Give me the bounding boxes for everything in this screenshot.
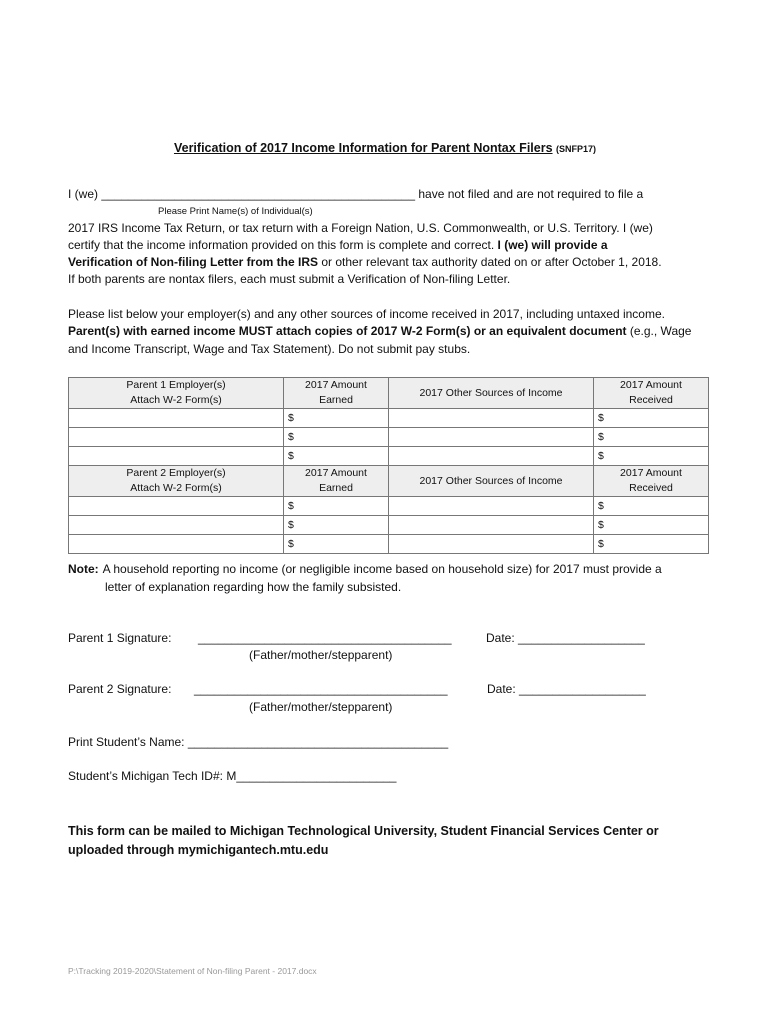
table-row (69, 516, 709, 535)
header-text: Earned (319, 394, 353, 406)
other-sources-header: 2017 Other Sources of Income (389, 378, 594, 409)
instructions-line-2-bold: Parent(s) with earned income MUST attach copies of 2017 W-2 Form(s) or an equivalent document (68, 324, 627, 338)
parent-1-employer-header (69, 378, 284, 409)
amount-earned-header (284, 378, 389, 409)
parent-1-caption: (Father/mother/stepparent) (249, 648, 393, 662)
name-caption: Please Print Name(s) of Individual(s) (158, 206, 313, 217)
header-text: 2017 Amount (620, 467, 682, 479)
parent-2-date-line[interactable]: ___________________ (519, 682, 646, 696)
header-text: Earned (319, 482, 353, 494)
date-label: Date: (486, 631, 519, 645)
intro-line-3-bold: I (we) will provide a (497, 238, 608, 252)
amount-received-cell[interactable]: $ (594, 447, 709, 466)
intro-line-3-normal: certify that the income information provided on this form is complete and correct. (68, 238, 498, 252)
table-row (69, 428, 709, 447)
other-source-cell[interactable] (389, 428, 594, 447)
header-text: Parent 2 Employer(s) (126, 467, 226, 479)
amount-received-cell[interactable]: $ (594, 428, 709, 447)
header-text: Attach W-2 Form(s) (130, 394, 222, 406)
parent-2-header-row (69, 466, 709, 497)
header-text: 2017 Amount (305, 379, 367, 391)
instructions-line-2 (68, 323, 691, 341)
intro-line-1 (68, 186, 643, 204)
amount-received-cell[interactable]: $ (594, 535, 709, 554)
income-table (68, 377, 709, 554)
amount-earned-cell[interactable]: $ (284, 516, 389, 535)
amount-received-header (594, 466, 709, 497)
header-text: Received (629, 394, 673, 406)
instructions-line-3: and Income Transcript, Wage and Tax Statement). Do not submit pay stubs. (68, 342, 471, 356)
table-row (69, 535, 709, 554)
form-title-main: Verification of 2017 Income Information for Parent Nontax Filers (173, 141, 553, 155)
amount-earned-cell[interactable]: $ (284, 535, 389, 554)
amount-received-header (594, 378, 709, 409)
header-text: 2017 Amount (620, 379, 682, 391)
table-row (69, 447, 709, 466)
header-text: Parent 1 Employer(s) (126, 379, 226, 391)
parent-2-signature-label: Parent 2 Signature: (68, 682, 172, 696)
table-row (69, 409, 709, 428)
student-id-row (68, 769, 396, 783)
parent-1-signature-line[interactable]: ______________________________________ (198, 631, 452, 645)
mailing-line-1: This form can be mailed to Michigan Technological University, Student Financial Services Center or (68, 824, 659, 838)
intro-line-4-bold: Verification of Non-filing Letter from the IRS (68, 255, 319, 269)
intro-line-3 (68, 237, 608, 255)
other-source-cell[interactable] (389, 516, 594, 535)
intro-suffix: have not filed and are not required to file a (415, 187, 644, 201)
name-blank[interactable]: _______________________________________________ (101, 187, 416, 201)
student-id-line[interactable]: ________________________ (236, 769, 397, 783)
mailing-line-2: uploaded through mymichigantech.mtu.edu (68, 843, 329, 857)
other-source-cell[interactable] (389, 535, 594, 554)
header-text: Attach W-2 Form(s) (130, 482, 222, 494)
amount-earned-cell[interactable]: $ (284, 447, 389, 466)
employer-cell[interactable] (69, 535, 284, 554)
amount-earned-cell[interactable]: $ (284, 497, 389, 516)
employer-cell[interactable] (69, 516, 284, 535)
amount-received-cell[interactable]: $ (594, 497, 709, 516)
intro-line-2: 2017 IRS Income Tax Return, or tax return with a Foreign Nation, U.S. Commonwealth, or U.S. Territory. I (we) (68, 221, 653, 235)
file-path: P:\Tracking 2019-2020\Statement of Non-filing Parent - 2017.docx (68, 966, 317, 976)
student-name-label: Print Student’s Name: (68, 735, 188, 749)
amount-received-cell[interactable]: $ (594, 409, 709, 428)
intro-prefix: I (we) (68, 187, 102, 201)
note (68, 561, 718, 596)
intro-line-4 (68, 254, 662, 272)
instructions-line-1: Please list below your employer(s) and any other sources of income received in 2017, including untaxed income. (68, 307, 665, 321)
intro-line-5: If both parents are nontax filers, each must submit a Verification of Non-filing Letter. (68, 272, 511, 286)
parent-1-date (486, 631, 645, 645)
employer-cell[interactable] (69, 497, 284, 516)
other-source-cell[interactable] (389, 409, 594, 428)
parent-2-signature-line[interactable]: ______________________________________ (194, 682, 448, 696)
note-line-2: letter of explanation regarding how the family subsisted. (105, 579, 402, 594)
header-text: Received (629, 482, 673, 494)
parent-2-caption: (Father/mother/stepparent) (249, 700, 393, 714)
other-sources-header: 2017 Other Sources of Income (389, 466, 594, 497)
date-label: Date: (487, 682, 520, 696)
employer-cell[interactable] (69, 409, 284, 428)
parent-2-employer-header (69, 466, 284, 497)
parent-1-date-line[interactable]: ___________________ (518, 631, 645, 645)
parent-1-signature-label: Parent 1 Signature: (68, 631, 172, 645)
student-name-line[interactable]: _______________________________________ (187, 735, 449, 749)
student-id-label: Student’s Michigan Tech ID#: M (68, 769, 237, 783)
table-row (69, 497, 709, 516)
intro-line-4-normal: or other relevant tax authority dated on or after October 1, 2018. (318, 255, 662, 269)
note-label: Note: (68, 562, 99, 576)
amount-earned-header (284, 466, 389, 497)
employer-cell[interactable] (69, 447, 284, 466)
student-name-row (68, 735, 448, 749)
amount-earned-cell[interactable]: $ (284, 428, 389, 447)
header-text: 2017 Amount (305, 467, 367, 479)
amount-earned-cell[interactable]: $ (284, 409, 389, 428)
parent-1-header-row (69, 378, 709, 409)
note-line-1 (68, 561, 718, 579)
instructions-line-2-normal: (e.g., Wage (626, 324, 692, 338)
form-code: (SNFP17) (556, 144, 597, 154)
amount-received-cell[interactable]: $ (594, 516, 709, 535)
other-source-cell[interactable] (389, 447, 594, 466)
form-title (0, 141, 770, 155)
other-source-cell[interactable] (389, 497, 594, 516)
note-text-1: A household reporting no income (or negligible income based on household size) for 2017 must provide a (102, 562, 662, 576)
parent-2-date (487, 682, 646, 696)
employer-cell[interactable] (69, 428, 284, 447)
mailing-instructions (68, 822, 659, 860)
